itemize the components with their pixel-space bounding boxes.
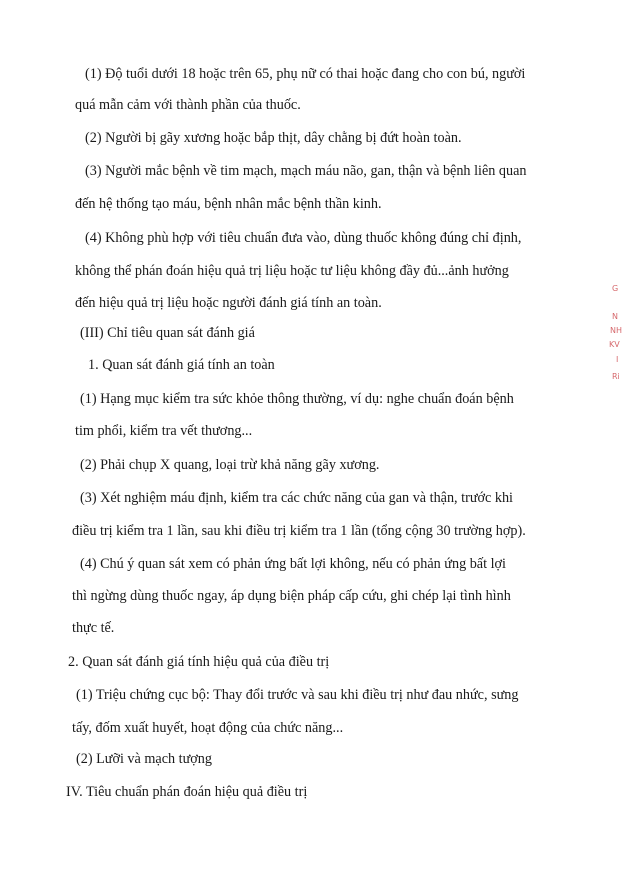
text-line: (3) Xét nghiệm máu định, kiểm tra các chức năng của gan và thận, trước khi [80,490,513,506]
stamp-fragment: I [616,355,619,364]
text-line: thực tế. [72,620,115,636]
stamp-fragment: NH [610,326,622,335]
stamp-fragment: Ri [612,372,620,381]
text-line: (4) Chú ý quan sát xem có phản ứng bất lợi không, nếu có phản ứng bất lợi [80,556,506,572]
stamp-fragment: G [612,284,619,293]
text-line: (4) Không phù hợp với tiêu chuẩn đưa vào, dùng thuốc không đúng chỉ định, [85,230,522,246]
text-line: (1) Triệu chứng cục bộ: Thay đổi trước và sau khi điều trị như đau nhức, sưng [76,687,519,703]
stamp-fragment: KV [609,340,620,349]
section-heading: IV. Tiêu chuẩn phán đoán hiệu quả điều trị [66,784,308,800]
text-line: thì ngừng dùng thuốc ngay, áp dụng biện pháp cấp cứu, ghi chép lại tình hình [72,588,511,604]
text-line: quá mẫn cảm với thành phần của thuốc. [75,97,301,113]
text-line: đến hệ thống tạo máu, bệnh nhân mắc bệnh thần kinh. [75,196,382,212]
text-line: điều trị kiểm tra 1 lần, sau khi điều trị kiểm tra 1 lần (tổng cộng 30 trường hợp). [72,523,526,539]
stamp-fragment: N [612,312,618,321]
text-line: (1) Hạng mục kiểm tra sức khỏe thông thường, ví dụ: nghe chuẩn đoán bệnh [80,391,514,407]
text-line: (1) Độ tuổi dưới 18 hoặc trên 65, phụ nữ có thai hoặc đang cho con bú, người [85,66,526,82]
subsection-heading: 2. Quan sát đánh giá tính hiệu quả của điều trị [68,654,330,670]
text-line: (3) Người mắc bệnh về tim mạch, mạch máu não, gan, thận và bệnh liên quan [85,163,527,179]
text-line: (2) Phải chụp X quang, loại trừ khả năng gãy xương. [80,457,380,473]
text-line: (2) Người bị gãy xương hoặc bắp thịt, dây chằng bị đứt hoàn toàn. [85,130,462,146]
red-stamp-edge [604,280,624,390]
text-line: (2) Lưỡi và mạch tượng [76,751,212,767]
section-heading: (III) Chỉ tiêu quan sát đánh giá [80,325,255,341]
text-line: tim phổi, kiểm tra vết thương... [75,423,253,439]
subsection-heading: 1. Quan sát đánh giá tính an toàn [88,357,275,373]
text-line: không thể phán đoán hiệu quả trị liệu hoặc tư liệu không đầy đủ...ảnh hưởng [75,263,509,279]
text-line: tấy, đốm xuất huyết, hoạt động của chức năng... [72,720,344,736]
text-line: đến hiệu quả trị liệu hoặc người đánh giá tính an toàn. [75,295,382,311]
